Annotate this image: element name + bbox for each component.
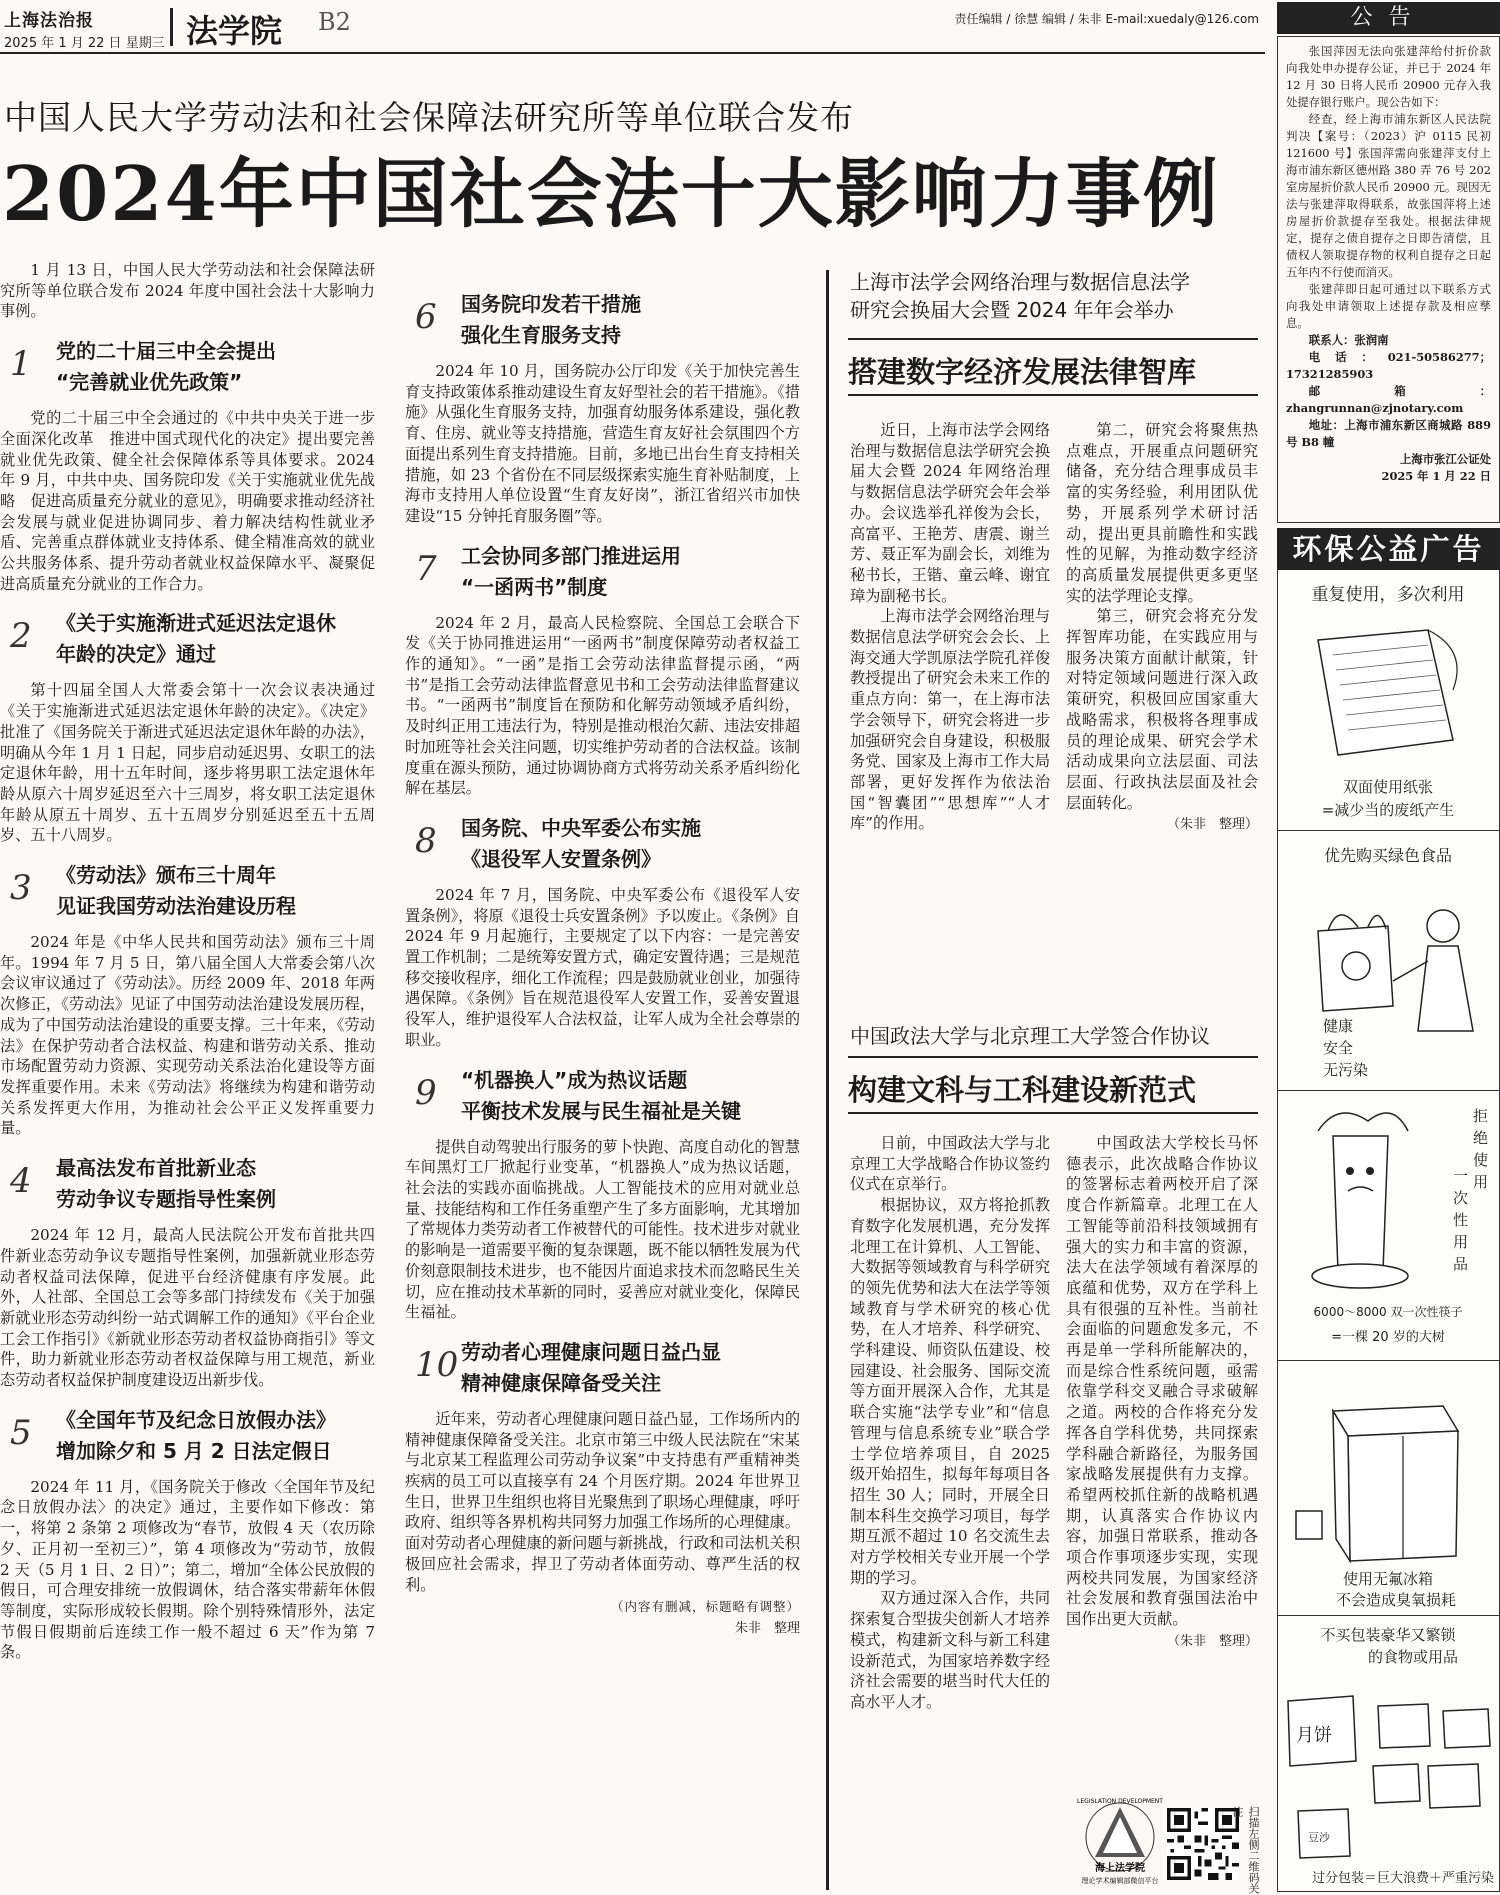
item-body: 提供自动驾驶出行服务的萝卜快跑、高度自动化的智慧车间黑灯工厂掀起行业变革，“机器换人”成为热议话题，社会法的实践亦面临挑战。人工智能技术的应用对就业总量、技能结构和工作任务重塑产生了多方面影响，尤其增加了常规体力类劳动者工作被替代的可能性。技术进步对就业的影响是一道需要平衡的复杂课题，既不能以牺牲发展为代价刻意限制技术进步，也不能因片面追求技术而忽略民生关切，应在推动技术革新的同时，妥善应对就业变化，保障民生福祉。 (405, 1137, 800, 1322)
news-item (405, 813, 800, 1051)
power-socket-icon (1296, 1511, 1322, 1539)
item-title-line2: 见证我国劳动法治建设历程 (56, 894, 296, 919)
item-title-line2: 增加除夕和 5 月 2 日法定假日 (56, 1438, 332, 1463)
item-title-line1: 最高法发布首批新业态 (56, 1156, 256, 1181)
article1-col-right (1066, 420, 1258, 836)
news-item (405, 1337, 800, 1595)
item-title-line1: 工会协同多部门推进运用 (461, 543, 681, 568)
editor-credits: 责任编辑 / 徐慧 编辑 / 朱非 E-mail:xuedaly@126.com (954, 12, 1259, 26)
main-headline: 2024年中国社会法十大影响力事例 (2, 150, 1220, 238)
notice-para-3: 张建萍即日起可通过以下联系方式向我处申请领取上述提存款及相应孳息。 (1286, 282, 1491, 330)
ad-green-food (1277, 831, 1500, 1091)
qr-caption: 扫描左侧二维码关注 (1231, 1806, 1260, 1894)
item-heading (405, 1337, 800, 1399)
item-title-line1: 《关于实施渐进式延迟法定退休 (56, 611, 336, 636)
article-paragraph: 中国政法大学校长马怀德表示，此次战略合作协议的签署标志着两校开启了深度合作新篇章。北理工在人工智能等前沿科技领域拥有强大的实力和丰富的资源，法大在法学领域有着深厚的底蕴和优势，双方在学科上具有很强的互补性。当前社会面临的问题愈发多元，不再是单一学科所能解决的，而是综合性系统问题，亟需依靠学科交叉融合寻求破解之道。两校的合作将充分发挥各自学科优势，共同探索学科融合新路径，为服务国家战略发展提供有力支撑。希望两校抓住新的战略机遇期，认真落实合作协议内容，加强日常联系，推动各项合作事项逐步实现，实现两校共同发展，为国家经济社会发展和教育强国法治中国作出更大贡献。 (1066, 1134, 1258, 1629)
article-paragraph: 根据协议，双方将抢抓教育数字化发展机遇，充分发挥北理工在计算机、人工智能、大数据等领域教育与科学研究的领先优势和法大在法学等领域教育与学术研究的核心优势，在人才培养、科学研究、学科建设、师资队伍建设、校园建设、社会服务、国际交流等方面开展深入合作，尤其是联合实施“法学专业”和“信息管理与信息系统专业”联合学士学位培养项目，自 2025 级开始招生，拟每年每项目各招生 30 人；同时，开展全日制本科生交换学习项目，每学期互派不超过 10 名交流生去对方学校相关专业开展一个学期的学习。 (850, 1196, 1050, 1587)
item-title (46, 336, 276, 398)
article2-kicker: 中国政法大学与北京理工大学签合作协议 (850, 1024, 1210, 1048)
item-title (451, 1065, 741, 1127)
page-number: B2 (318, 8, 351, 36)
item-number: 2 (10, 616, 32, 657)
article1-kicker (850, 268, 1190, 324)
article1-kicker-line1: 上海市法学会网络治理与数据信息法学 (850, 270, 1190, 294)
ads-header: 环保公益广告 (1277, 528, 1500, 570)
masthead (0, 0, 1265, 54)
item-body: 2024 年 2 月，最高人民检察院、全国总工会联合下发《关于协同推进运用“一函两书”制度保障劳动者权益工作的通知》。“一函”是指工会劳动法律监督提示函，“两书”是指工会劳动法律监督意见书和工会劳动法律监督建议书。“一函两书”制度旨在预防和化解劳动领域矛盾纠纷，及时纠正用工违法行为，特别是推动根治欠薪、违法安排超时加班等社会关注问题，切实维护劳动者的合法权益。该制度重在源头预防，通过协调协商方式将劳动关系矛盾纠纷化解在基层。 (405, 613, 800, 798)
news-item (0, 1153, 375, 1391)
item-title-line1: 国务院、中央军委公布实施 (461, 815, 701, 840)
item-heading (405, 541, 800, 603)
news-item (0, 608, 375, 846)
item-title (46, 608, 336, 670)
intro-paragraph: 1 月 13 日，中国人民大学劳动法和社会保障法研究所等单位联合发布 2024 年度中国社会法十大影响力事例。 (0, 261, 375, 321)
ad5-line3: 过分包装＝巨大浪费＋严重污染 (1311, 1871, 1495, 1886)
news-item (0, 860, 375, 1139)
ad3-line1: 6000～8000 双一次性筷子 (1313, 1305, 1463, 1319)
issue-date: 2025 年 1 月 22 日 星期三 (4, 36, 165, 51)
item-body: 党的二十届三中全会通过的《中共中央关于进一步全面深化改革 推进中国式现代化的决定》提出要完善就业优先政策、健全社会保障体系等具体要求。2024 年 9 月，中共中央、国务院印发《关于实施就业优先战略 促进高质量充分就业的意见》，明确要求推动经济社会发展与就业促进协调同步、着力解决结构性就业矛盾、完善重点群体就业支持体系、健全精准高效的就业公共服务体系、提升劳动者就业权益保障水平、凝聚促进高质量充分就业的工作合力。 (0, 409, 375, 593)
shopping-bag-icon (1318, 926, 1393, 1011)
item-body: 第十四届全国人大常委会第十一次会议表决通过《关于实施渐进式延迟法定退休年龄的决定》。《决定》批准了《国务院关于渐进式延迟法定退休年龄的办法》，明确从今年 1 月 1 日起，同步启动延迟男、女职工的法定退休年龄，用十五年时间，逐步将男职工法定退休年龄从原六十周岁延迟至六十三周岁，将女职工法定退休年龄从原五十周岁、五十五周岁分别延迟至五十五周岁、五十八周岁。 (0, 681, 375, 845)
column-left (0, 260, 375, 1663)
item-number: 3 (10, 868, 32, 909)
item-title-line2: 《退役军人安置条例》 (461, 846, 661, 871)
item-heading (0, 1405, 375, 1467)
item-number: 4 (10, 1161, 32, 1202)
qr-code-icon[interactable] (1167, 1808, 1239, 1880)
item-title-line1: 《全国年节及纪念日放假办法》 (56, 1407, 336, 1432)
article2-col-left (850, 1133, 1050, 1713)
item-number: 10 (415, 1344, 459, 1385)
item-title-line1: 《劳动法》颁布三十周年 (56, 863, 276, 888)
item-body: 2024 年 12 月，最高人民法院公开发布首批共四件新业态劳动争议专题指导性案例，加强新就业形态劳动者权益司法保障，促进平台经济健康有序发展。此外，人社部、全国总工会等多部门持续发布《关于加强新就业形态劳动纠纷一站式调解工作的通知》《平台企业工会工作指引》《新就业形态劳动者权益协商指引》等文件，助力新就业形态劳动者权益保障与用工规范，新业态劳动者权益保护制度建设迈出新步伐。 (0, 1226, 375, 1390)
ad-packaging (1277, 1616, 1500, 1892)
headline-kicker: 中国人民大学劳动法和社会保障法研究所等单位联合发布 (4, 98, 854, 137)
article-paragraph: 第二，研究会将聚焦热点难点，开展重点问题研究储备，充分结合理事成员丰富的实务经验，利用团队优势，开展系列学术研讨活动，提出更具前瞻性和实践性的见解，为推动数字经济的高质量发展提供更多更坚实的法学理论支撑。 (1066, 421, 1258, 605)
item-title (451, 1337, 721, 1399)
person-head-icon (1427, 910, 1459, 942)
article-paragraph: 上海市法学会网络治理与数据信息法学研究会会长、上海交通大学凯原法学院孔祥俊教授提出了研究会未来工作的重点方向：第一，在上海市法学会领导下，研究会将进一步加强研究会自身建设，积极服务党、国家及上海市工作大局部署，更好发挥作为依法治国“智囊团”“思想库”“人才库”的作用。 (850, 607, 1050, 833)
article1-credit: （朱非 整理） (1166, 817, 1258, 833)
item-title (451, 289, 641, 351)
paper-sheet-icon (1318, 630, 1453, 755)
item-title-line2: 精神健康保障备受关注 (461, 1370, 661, 1395)
item-body: 2024 年 10 月，国务院办公厅印发《关于加快完善生育支持政策体系推动建设生育友好型社会的若干措施》。《措施》从强化生育服务支持，加强育幼服务体系建设，强化教育、住房、就业等支持措施，营造生育友好社会氛围四个方面提出系列生育支持措施。目前，多地已出台生育支持相关措施，如 23 个省份在不同层级探索实施生育补贴制度，上海市支持用人单位设置“生育友好岗”，浙江省绍兴市加快建设“15 分钟托育服务圈”等。 (405, 362, 800, 525)
item-heading (0, 860, 375, 922)
item-title (46, 1405, 336, 1467)
article2-title: 构建文科与工科建设新范式 (848, 1073, 1197, 1107)
ad5-line2: 的食物或用品 (1367, 1648, 1459, 1666)
notice-header: 公告 (1277, 2, 1500, 34)
item-title-line1: 国务院印发若干措施 (461, 292, 641, 316)
item-number: 1 (10, 344, 32, 385)
item-title-line2: “完善就业优先政策” (56, 370, 243, 395)
notice-para-1: 张国萍因无法向张建萍给付折价款向我处申办提存公证，并已于 2024 年 12 月 30 日将人民币 20900 元存入我处提存银行账户。现公告如下： (1286, 44, 1491, 109)
ad2-line2: 健康 (1323, 1017, 1354, 1035)
ad3-line2: =一棵 20 岁的大树 (1331, 1330, 1445, 1345)
column-middle (405, 275, 800, 1640)
item-heading (0, 336, 375, 398)
article1-col-left (850, 420, 1050, 834)
item-title (46, 860, 296, 922)
item-heading (0, 1153, 375, 1215)
item-title (451, 541, 681, 603)
item-title-line2: 强化生育服务支持 (461, 323, 621, 347)
news-item (405, 541, 800, 799)
news-item (405, 289, 800, 527)
ad-reuse-paper (1277, 570, 1500, 831)
ad2-line3: 安全 (1323, 1039, 1354, 1057)
item-body: 2024 年是《中华人民共和国劳动法》颁布三十周年。1994 年 7 月 5 日，第八届全国人大常委会第八次会议审议通过了《劳动法》。历经 2009 年、2018 年两次修正，《劳动法》见证了中国劳动法治建设发展历程，成为了中国劳动法治建设的重要支撑。三十年来，《劳动法》在保护劳动者合法权益、构建和谐劳动关系、推动市场配置劳动力资源、实现劳动关系法治化建设等方面发挥重要作用。未来《劳动法》将继续为构建和谐劳动关系发挥更大作用，为推动社会公平正义发挥重要力量。 (0, 933, 375, 1138)
column-divider (826, 270, 829, 1890)
item-body: 2024 年 11 月，《国务院关于修改〈全国年节及纪念日放假办法〉的决定》通过，主要作如下修改：第一，将第 2 条第 2 项修改为“春节，放假 4 天（农历除夕、正月初一至初三）”，第 4 项修改为“劳动节，放假 2 天（5 月 1 日、2 日）”；第二，增加“全体公民放假的假日，可合理安排统一放假调休，结合落实带薪年休假等制度，实际形成较长假期。除个别特殊情形外，法定节假日假期前后连续工作一般不超过 6 天”作为第 7 条。 (0, 1477, 375, 1662)
notice-sign-date: 2025 年 1 月 22 日 (1381, 469, 1491, 483)
ad5-box-label: 月饼 (1296, 1725, 1332, 1746)
article-paragraph: 双方通过深入合作，共同探索复合型拔尖创新人才培养模式，构建新文科与新工科建设新范式，为国家培养数字经济社会需要的堪当时代大任的高水平人才。 (850, 1589, 1050, 1711)
item-number: 9 (415, 1072, 437, 1113)
ad2-line4: 无污染 (1323, 1061, 1369, 1079)
logo-caption: 理论学术编辑部微信平台 (1081, 1877, 1159, 1885)
fridge-icon (1333, 1406, 1458, 1561)
ad3-vertical-text: 拒绝使用一次性用品 (1453, 1107, 1489, 1273)
item-title-line2: 劳动争议专题指导性案例 (56, 1187, 276, 1212)
item-title-line1: “机器换人”成为热议话题 (461, 1067, 688, 1092)
article1-title: 搭建数字经济发展法律智库 (848, 355, 1197, 389)
news-item (0, 336, 375, 594)
col2-credit (405, 1597, 800, 1639)
item-title-line2: 平衡技术发展与民生福祉是关键 (461, 1098, 741, 1123)
item-title-line1: 党的二十届三中全会提出 (56, 339, 276, 364)
notice-contact: 联系人：张润南 (1308, 333, 1389, 347)
col2-credit-name: 朱非 整理 (734, 1620, 800, 1636)
notice-signer: 上海市张江公证处 (1399, 452, 1491, 466)
article-paragraph: 第三，研究会将充分发挥智库功能，在实践应用与服务决策方面献计献策，针对特定领域问题进行深入政策研究，积极回应国家重大战略需求，积极将各理事成员的理论成果、研究会学术活动成果向立法层面、司法层面、行政执法层面及社会层面转化。 (1066, 607, 1258, 812)
article1-kicker-line2: 研究会换届大会暨 2024 年年会举办 (850, 298, 1174, 322)
news-item (405, 1065, 800, 1323)
item-body: 2024 年 7 月，国务院、中央军委公布《退役军人安置条例》，将原《退役士兵安置条例》予以废止。《条例》自 2024 年 9 月起施行，主要规定了以下内容：一是完善安置工作机制；二是统筹安置方式，确定安置待遇；三是规范移交接收程序，细化工作流程；四是鼓励就业创业，加强待遇保障。《条例》旨在规范退役军人安置工作，妥善安置退役军人，维护退役军人合法权益，让军人成为全社会尊崇的职业。 (405, 885, 800, 1049)
ad-no-disposable (1277, 1091, 1500, 1361)
ad5-line1: 不买包装豪华又繁锁 (1320, 1626, 1456, 1644)
article-paragraph: 近日，上海市法学会网络治理与数据信息法学研究会换届大会暨 2024 年网络治理与数据信息法学研究会年会举办。会议选举孔祥俊为会长，高富平、王艳芳、唐震、谢兰芳、聂正军为副会长，刘维为秘书长，王锴、童云峰、谢宜璋为副秘书长。 (850, 421, 1050, 605)
notice-para-2: 经查，经上海市浦东新区人民法院判决【案号：（2023）沪 0115 民初 121600 号】张国萍需向张建萍支付上海市浦东新区德州路 380 弄 76 号 202 室房屋折价款人民币 20900 元。现因无法与张建萍取得联系，故张国萍将上述房屋折价款提存至我处。根据法律规定，提存之债自提存之日即告清偿，且债权人领取提存物的权利自提存之日起五年内不行使而消灭。 (1286, 112, 1491, 279)
ad4-line1: 使用无氟冰箱 (1342, 1570, 1434, 1588)
section-name: 法学院 (186, 12, 283, 50)
item-title (46, 1153, 276, 1215)
item-number: 6 (415, 297, 437, 337)
notice-box (1277, 36, 1500, 523)
newspaper-logo: 上海法治报 (4, 11, 94, 31)
item-title (451, 813, 701, 875)
article2-credit: （朱非 整理） (1166, 1633, 1258, 1649)
item-title-line2: “一函两书”制度 (461, 574, 608, 599)
item-number: 7 (415, 548, 437, 589)
col2-credit-note: （内容有删减，标题略有调整） (610, 1599, 800, 1615)
masthead-divider (170, 8, 173, 46)
item-heading (405, 289, 800, 351)
item-number: 5 (10, 1412, 32, 1453)
news-item (0, 1405, 375, 1663)
ad-fridge (1277, 1361, 1500, 1616)
article2-col-right (1066, 1133, 1258, 1653)
item-title-line2: 年龄的决定》通过 (56, 642, 216, 667)
item-heading (405, 1065, 800, 1127)
ad1-line3: =减少当的废纸产生 (1321, 801, 1455, 819)
ad2-line1: 优先购买绿色食品 (1323, 846, 1453, 865)
ad5-box2-label: 豆沙 (1308, 1831, 1330, 1844)
notice-address: 地址：上海市浦东新区商城路 889 号 B8 幢 (1286, 418, 1491, 449)
article-paragraph: 日前，中国政法大学与北京理工大学战略合作协议签约仪式在京举行。 (850, 1134, 1050, 1194)
ad1-line1: 重复使用，多次利用 (1311, 585, 1465, 605)
ad1-line2: 双面使用纸张 (1342, 778, 1434, 796)
item-number: 8 (415, 820, 437, 861)
tree-stump-icon (1312, 1113, 1408, 1288)
law-school-logo (1075, 1795, 1165, 1890)
item-title-line1: 劳动者心理健康问题日益凸显 (461, 1339, 721, 1364)
ad4-line2: 不会造成臭氧损耗 (1335, 1591, 1457, 1609)
item-body: 近年来，劳动者心理健康问题日益凸显，工作场所内的精神健康保障备受关注。北京市第三中级人民法院在“宋某与北京某工程监理公司劳动争议案”中支持患有严重精神类疾病的员工可以直接享有 24 个月医疗期。2024 年世界卫生日，世界卫生组织也将目光聚焦到了职场心理健康，呼吁政府、组织等各界机构共同努力加强工作场所的心理健康。面对劳动者心理健康的新问题与新挑战，行政和司法机关积极回应社会需求，捍卫了劳动者体面劳动、尊严生活的权利。 (405, 1409, 800, 1594)
logo-subtext: LEGISLATION DEVELOPMENT (1077, 1798, 1163, 1805)
notice-email: 邮箱：zhangrunnan@zjnotary.com (1286, 384, 1491, 415)
notice-phone: 电话：021-50586277；17321285903 (1286, 350, 1491, 381)
item-heading (0, 608, 375, 670)
item-heading (405, 813, 800, 875)
logo-text: 海上法学院 (1095, 1863, 1145, 1874)
